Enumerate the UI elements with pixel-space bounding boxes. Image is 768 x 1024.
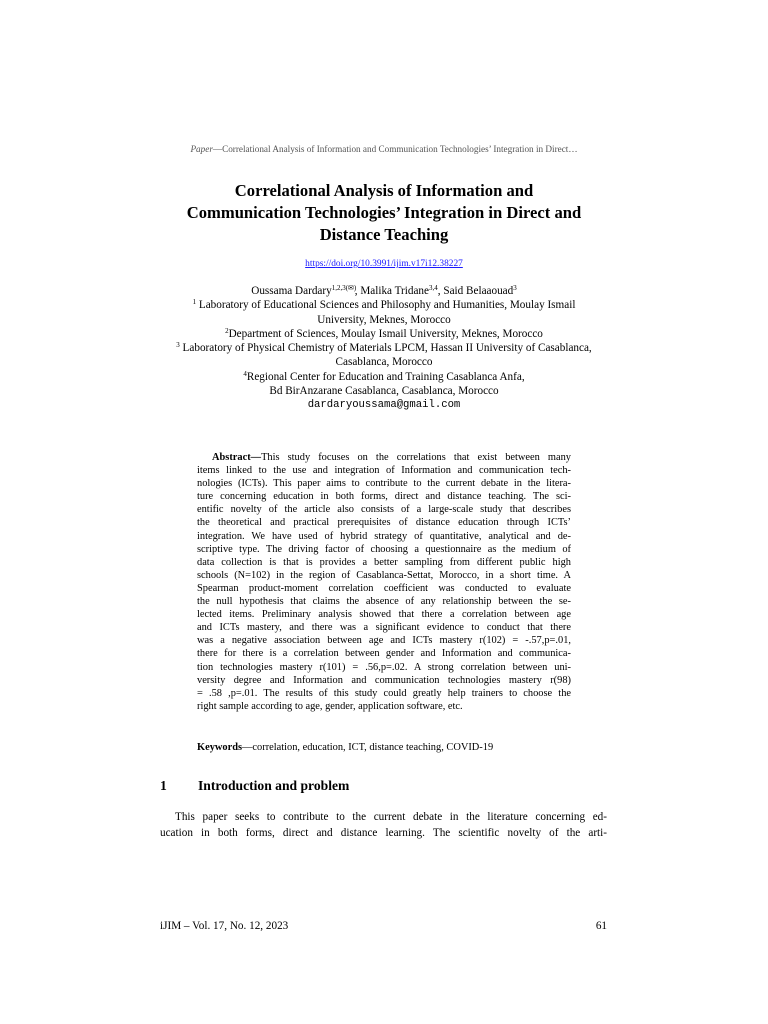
affiliation-number: 3 <box>176 341 180 350</box>
abstract-line: lected items. Preliminary analysis showed that there a correlation between age <box>197 609 571 621</box>
abstract-line: nologies (ICTs). This paper aims to contribute to the current debate in the litera- <box>197 478 571 490</box>
running-head <box>0 144 768 154</box>
paper-title <box>130 180 638 246</box>
abstract-line: Spearman product-moment correlation coefficient was conducted to evaluate <box>197 582 571 594</box>
abstract-line: entific novelty of the article also consists of a large-scale study that describes <box>197 504 571 516</box>
abstract-line: right sample according to age, gender, application software, etc. <box>197 700 463 712</box>
footer-page-number: 61 <box>595 920 607 932</box>
title-line: Distance Teaching <box>319 225 449 244</box>
abstract-line: the null hypothesis that claims the absence of any relationship between the se- <box>197 596 571 608</box>
author-line: Oussama Dardary$^{1,2,3(✉)}$, Malika Tridane$^{3,4}$, Said Belaaouad$^3$ <box>251 284 517 297</box>
author-affiliation-mark: 3 <box>513 284 517 292</box>
running-head-title: —Correlational Analysis of Information and Communication Technologies’ Integration in Direct… <box>212 144 578 154</box>
author-affiliation-mark: 3,4 <box>429 284 438 292</box>
abstract-line: and ICTs mastery, and there was a significant evidence to conduct that there <box>197 622 571 634</box>
affiliation-number: 2 <box>225 326 229 335</box>
author-affiliation-mark: 1,2,3 <box>331 284 346 292</box>
abstract-line: scriptive type. The driving factor of choosing a questionnaire as the medium of <box>197 543 571 555</box>
affiliation-text: Laboratory of Physical Chemistry of Materials LPCM, Hassan II University of Casablanca, <box>182 342 592 355</box>
abstract <box>197 451 571 713</box>
keywords-text: —correlation, education, ICT, distance teaching, COVID-19 <box>242 742 494 753</box>
abstract-line: data collection is that is provides a better sampling from different public high <box>197 556 571 568</box>
abstract-line: tion technologies mastery r(101) = .56,p=.02. A strong correlation between uni- <box>197 661 571 673</box>
doi-link[interactable]: https://doi.org/10.3991/ijim.v17i12.38227 <box>305 259 463 269</box>
abstract-label: Abstract— <box>212 452 262 463</box>
section-number: 1 <box>160 778 167 793</box>
affiliation-1 <box>0 298 768 312</box>
keywords <box>197 741 571 754</box>
intro-paragraph <box>160 809 607 841</box>
title-line: Communication Technologies’ Integration in Direct and <box>186 203 582 222</box>
intro-line: ucation in both forms, direct and distance learning. The scientific novelty of the arti- <box>160 827 607 839</box>
affiliation-number: 4 <box>243 369 247 378</box>
affiliation-1-cont: University, Meknes, Morocco <box>317 313 451 326</box>
affiliation-text: Regional Center for Education and Training Casablanca Anfa, <box>246 370 525 383</box>
intro-line: This paper seeks to contribute to the current debate in the literature concerning ed- <box>175 811 607 823</box>
affiliation-3 <box>0 341 768 355</box>
abstract-line: schools (N=102) in the region of Casablanca-Settat, Morocco, in a short time. A <box>197 569 571 581</box>
affiliation-4 <box>0 370 768 384</box>
abstract-line: items linked to the use and integration of Information and communication tech- <box>197 465 571 477</box>
section-title: Introduction and problem <box>198 778 350 793</box>
abstract-line: versity degree and Information and communication technologies mastery r(98) <box>197 674 571 686</box>
doi-line <box>0 259 768 269</box>
section-heading <box>160 778 610 794</box>
abstract-line: = .58 ,p=.01. The results of this study could greatly help trainers to choose the <box>197 687 571 699</box>
title-line: Correlational Analysis of Information and <box>234 181 534 200</box>
affiliation-number: 1 <box>192 298 197 307</box>
author-name: , Said Belaaouad <box>437 285 514 297</box>
affiliation-3-cont: Casablanca, Morocco <box>335 356 433 369</box>
author-block <box>0 284 768 413</box>
abstract-line: there for there is a correlation between gender and Information and communica- <box>197 648 571 660</box>
abstract-line: ture concerning education in both forms, direct and distance teaching. The sci- <box>197 491 571 503</box>
author-name: , Malika Tridane <box>354 285 429 297</box>
author-name: Oussama Dardary <box>251 285 332 297</box>
affiliation-4-cont: Bd BirAnzarane Casablanca, Casablanca, Morocco <box>269 385 499 398</box>
running-head-label: Paper <box>190 144 213 154</box>
affiliation-text: Department of Sciences, Moulay Ismail University, Meknes, Morocco <box>228 327 543 340</box>
author-email[interactable]: dardaryoussama@gmail.com <box>307 399 461 412</box>
abstract-line: integration. We have used of hybrid strategy of quantitative, analytical and de- <box>197 530 571 542</box>
affiliation-text: Laboratory of Educational Sciences and Philosophy and Humanities, Moulay Ismail <box>198 299 576 312</box>
abstract-line: was a negative association between age and ICTs mastery r(102) = -.57,p=.01, <box>197 635 571 647</box>
abstract-line: the theoretical and practical prerequisites of distance education through ICTs’ <box>197 517 571 529</box>
affiliation-2 <box>0 327 768 341</box>
keywords-label: Keywords <box>197 742 243 753</box>
footer-journal: iJIM – Vol. 17, No. 12, 2023 <box>160 920 289 932</box>
abstract-line: Abstract—This study focuses on the correlations that exist between many <box>212 452 571 463</box>
